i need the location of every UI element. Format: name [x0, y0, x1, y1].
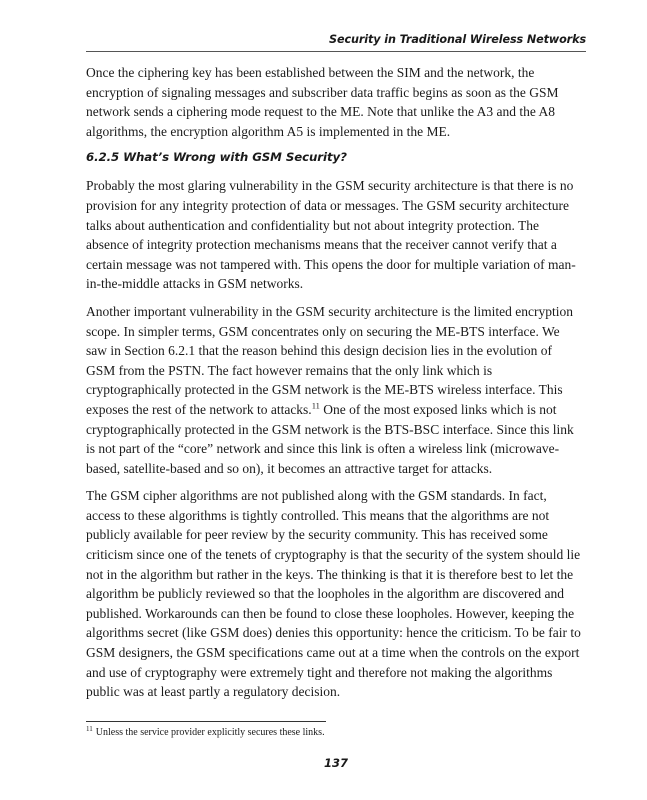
paragraph-encryption-scope-part1: Another important vulnerability in the GSM security architecture is the limited encryption scope. In simpler terms, GSM concentrates only on securing the ME-BTS interface. We saw in Section 6.2.1 that the reason behind this design decision lies in the evolution of GSM from the PSTN. The fact however remains that the only link which is cryptographically protected in the GSM network is the ME-BTS wireless interface. This exposes the rest of the network to attacks.	[86, 303, 574, 417]
main-text	[86, 63, 584, 710]
page-number: 137	[323, 756, 348, 770]
paragraph-encryption-scope-part2: One of the most exposed links which is not cryptographically protected in the GSM network is the BTS-BSC interface. Since this link is not part of the “core” network and since this link is often a wireless link (microwave-based, satellite-based and so on), it becomes an attractive target for attacks.	[86, 401, 574, 476]
footnote-reference[interactable]: 11	[311, 400, 320, 411]
section-heading: 6.2.5 What’s Wrong with GSM Security?	[86, 150, 347, 165]
footnote-text: Unless the service provider explicitly secures these links.	[95, 727, 325, 738]
header-rule	[86, 51, 586, 52]
paragraph-cipher-algorithms: The GSM cipher algorithms are not published along with the GSM standards. In fact, access to these algorithms is tightly controlled. This means that the algorithms are not publicly available for peer review by the security community. This has received some criticism since one of the tenets of cryptography is that the security of the system should lie not in the algorithm but rather in the keys. The thinking is that it is therefore best to let the algorithm be publicly reviewed so that the loopholes in the algorithm are discovered and published. Workarounds can then be found to close these loopholes. However, keeping the algorithms secret (like GSM does) denies this opportunity: hence the criticism. To be fair to GSM designers, the GSM specifications came out at a time when the controls on the export and use of cryptography were extremely tight and therefore not making the algorithms public was at least partly a regulatory decision.	[86, 488, 581, 700]
paragraph-ciphering: Once the ciphering key has been established between the SIM and the network, the encryption of signaling messages and subscriber data traffic begins as soon as the GSM network sends a ciphering mode request to the ME. Note that unlike the A3 and the A8 algorithms, the encryption algorithm A5 is implemented in the ME.	[86, 65, 559, 139]
running-head: Security in Traditional Wireless Networks	[329, 33, 586, 46]
footnote	[86, 724, 584, 739]
paragraph-encryption-scope	[86, 302, 584, 478]
footnote-number: 11	[86, 724, 93, 733]
footnote-rule	[86, 721, 326, 722]
paragraph-integrity: Probably the most glaring vulnerability in the GSM security architecture is that there is no provision for any integrity protection of data or messages. The GSM security architecture talks about authentication and confidentiality but not about integrity protection. The absence of integrity protection mechanisms means that the receiver cannot verify that a certain message was not tampered with. This opens the door for multiple variation of man-in-the-middle attacks in GSM networks.	[86, 178, 576, 292]
